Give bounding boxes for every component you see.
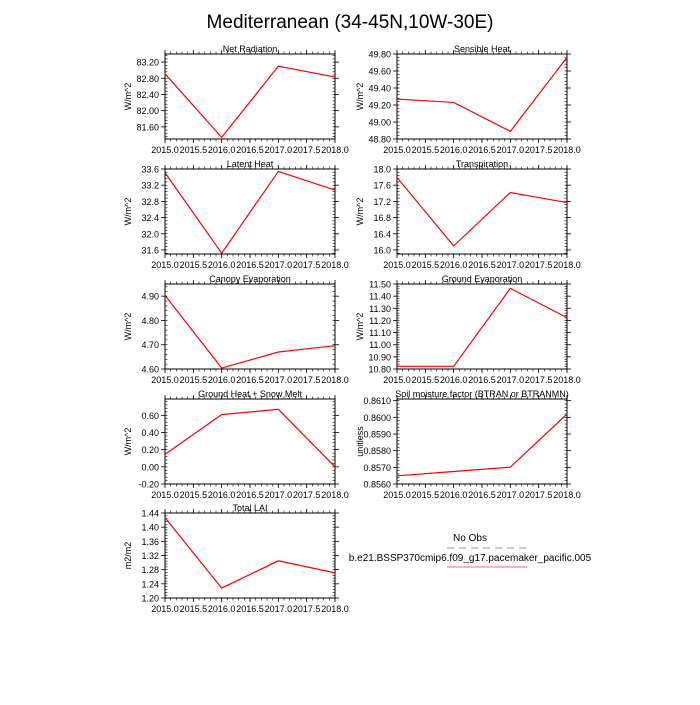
y-axis-label: W/m^2	[355, 83, 365, 111]
x-tick-label: 2015.0	[151, 145, 179, 155]
plot-frame	[165, 513, 335, 598]
panel-title: Net Radiation	[223, 44, 278, 54]
y-tick-label: 16.0	[373, 245, 391, 255]
y-tick-label: 10.90	[368, 352, 391, 362]
x-tick-label: 2016.0	[208, 490, 236, 500]
x-tick-label: 2016.5	[468, 260, 496, 270]
panel-ground-evaporation	[355, 274, 581, 385]
legend-label-model: b.e21.BSSP370cmip6.f09_g17.pacemaker_pacific.005	[349, 553, 592, 564]
y-tick-label: 0.40	[141, 428, 159, 438]
panel-title: Sensible Heat	[454, 44, 511, 54]
y-tick-label: 49.20	[368, 101, 391, 111]
plot-frame	[397, 54, 567, 139]
y-tick-label: 82.40	[136, 90, 159, 100]
y-tick-label: 11.40	[369, 292, 391, 302]
y-axis-label: W/m^2	[123, 428, 133, 456]
x-tick-label: 2015.0	[383, 490, 411, 500]
y-tick-label: 48.80	[368, 135, 391, 145]
y-tick-label: -0.20	[138, 480, 159, 490]
y-tick-label: 17.6	[373, 181, 391, 191]
y-axis-label: W/m^2	[123, 198, 133, 226]
series-line	[165, 295, 335, 368]
x-tick-label: 2017.0	[497, 375, 525, 385]
x-tick-label: 2015.0	[383, 375, 411, 385]
y-tick-label: 49.80	[368, 50, 391, 60]
panel-title: Canopy Evaporation	[209, 274, 291, 284]
x-tick-label: 2015.5	[412, 260, 440, 270]
y-tick-label: 0.8610	[363, 396, 391, 406]
x-tick-label: 2017.5	[525, 490, 553, 500]
x-tick-label: 2017.0	[497, 145, 525, 155]
plot-frame	[397, 169, 567, 254]
y-tick-label: 4.60	[141, 365, 159, 375]
series-line	[397, 178, 567, 246]
y-tick-label: 82.00	[136, 106, 159, 116]
x-tick-label: 2016.0	[440, 260, 468, 270]
y-tick-label: 11.10	[369, 328, 391, 338]
x-tick-label: 2018.0	[321, 375, 349, 385]
x-tick-label: 2016.0	[208, 604, 236, 614]
series-line	[397, 414, 567, 476]
x-tick-label: 2017.5	[525, 260, 553, 270]
y-tick-label: 32.4	[141, 213, 159, 223]
y-tick-label: 1.36	[141, 537, 159, 547]
y-tick-label: 16.8	[373, 213, 391, 223]
y-tick-label: 4.90	[141, 292, 159, 302]
y-axis-label: unitless	[355, 426, 365, 457]
x-tick-label: 2016.0	[208, 260, 236, 270]
y-tick-label: 1.20	[141, 594, 159, 604]
plot-frame	[397, 399, 567, 484]
x-tick-label: 2017.5	[525, 145, 553, 155]
y-tick-label: 1.28	[141, 565, 159, 575]
y-tick-label: 0.8580	[363, 446, 391, 456]
x-tick-label: 2016.0	[440, 375, 468, 385]
y-tick-label: 49.60	[368, 67, 391, 77]
y-tick-label: 10.80	[368, 365, 391, 375]
y-axis-label: W/m^2	[355, 313, 365, 341]
y-tick-label: 11.50	[369, 280, 391, 290]
x-tick-label: 2017.5	[293, 260, 321, 270]
x-tick-label: 2017.0	[265, 260, 293, 270]
x-tick-label: 2015.5	[180, 604, 208, 614]
y-tick-label: 32.0	[141, 229, 159, 239]
x-tick-label: 2015.0	[383, 145, 411, 155]
panel-title: Ground Evaporation	[442, 274, 523, 284]
y-tick-label: 0.00	[141, 462, 159, 472]
x-tick-label: 2018.0	[321, 490, 349, 500]
panel-title: Soil moisture factor (BTRAN or BTRANMN)	[395, 389, 569, 399]
y-tick-label: 0.8600	[363, 413, 391, 423]
y-tick-label: 32.8	[141, 197, 159, 207]
x-tick-label: 2015.0	[383, 260, 411, 270]
y-axis-label: W/m^2	[123, 83, 133, 111]
y-tick-label: 33.2	[141, 181, 159, 191]
panel-transpiration	[355, 159, 581, 270]
y-tick-label: 49.40	[368, 84, 391, 94]
series-line	[165, 66, 335, 137]
x-tick-label: 2018.0	[321, 604, 349, 614]
y-axis-label: W/m^2	[355, 198, 365, 226]
legend	[349, 533, 592, 567]
x-tick-label: 2015.0	[151, 604, 179, 614]
panel-total-lai	[123, 503, 349, 614]
panel-title: Total LAI	[232, 503, 267, 513]
panel-net-radiation	[123, 44, 349, 155]
y-tick-label: 18.0	[373, 165, 391, 175]
y-tick-label: 33.6	[141, 165, 159, 175]
y-tick-label: 11.00	[369, 340, 391, 350]
x-tick-label: 2015.0	[151, 375, 179, 385]
x-tick-label: 2016.5	[468, 375, 496, 385]
x-tick-label: 2016.5	[468, 145, 496, 155]
x-tick-label: 2015.0	[151, 490, 179, 500]
x-tick-label: 2016.5	[236, 604, 264, 614]
y-tick-label: 1.32	[141, 551, 159, 561]
main-title: Mediterranean (34-45N,10W-30E)	[207, 12, 494, 33]
y-tick-label: 1.40	[141, 523, 159, 533]
y-tick-label: 81.60	[136, 122, 159, 132]
x-tick-label: 2016.0	[208, 375, 236, 385]
x-tick-label: 2018.0	[321, 260, 349, 270]
panel-sensible-heat	[355, 44, 581, 155]
x-tick-label: 2016.5	[236, 260, 264, 270]
x-tick-label: 2017.0	[265, 145, 293, 155]
y-tick-label: 1.44	[141, 509, 159, 519]
x-tick-label: 2017.0	[497, 490, 525, 500]
y-tick-label: 11.20	[369, 316, 391, 326]
x-tick-label: 2017.5	[525, 375, 553, 385]
x-tick-label: 2017.5	[293, 145, 321, 155]
y-tick-label: 83.20	[136, 58, 159, 68]
x-tick-label: 2016.0	[208, 145, 236, 155]
y-tick-label: 17.2	[373, 197, 391, 207]
y-tick-label: 0.8590	[363, 430, 391, 440]
series-line	[165, 409, 335, 467]
y-tick-label: 4.70	[141, 340, 159, 350]
plot-frame	[165, 284, 335, 369]
x-tick-label: 2018.0	[553, 375, 581, 385]
x-tick-label: 2017.5	[293, 604, 321, 614]
x-tick-label: 2015.5	[180, 260, 208, 270]
x-tick-label: 2018.0	[321, 145, 349, 155]
series-line	[397, 288, 567, 366]
y-tick-label: 1.24	[141, 579, 159, 589]
panel-title: Latent Heat	[227, 159, 274, 169]
plot-frame	[165, 54, 335, 139]
y-tick-label: 82.80	[136, 74, 159, 84]
x-tick-label: 2015.5	[180, 145, 208, 155]
x-tick-label: 2017.5	[293, 490, 321, 500]
x-tick-label: 2015.5	[412, 145, 440, 155]
legend-label-obs: No Obs	[453, 533, 487, 544]
x-tick-label: 2017.0	[265, 490, 293, 500]
x-tick-label: 2018.0	[553, 260, 581, 270]
y-tick-label: 11.30	[369, 304, 391, 314]
panel-canopy-evaporation	[123, 274, 349, 385]
y-tick-label: 4.80	[141, 316, 159, 326]
y-axis-label: m2/m2	[123, 542, 133, 570]
y-axis-label: W/m^2	[123, 313, 133, 341]
y-tick-label: 49.00	[368, 118, 391, 128]
x-tick-label: 2016.0	[440, 490, 468, 500]
y-tick-label: 0.60	[141, 411, 159, 421]
x-tick-label: 2016.5	[236, 145, 264, 155]
x-tick-label: 2015.0	[151, 260, 179, 270]
x-tick-label: 2018.0	[553, 145, 581, 155]
x-tick-label: 2015.5	[180, 375, 208, 385]
panel-latent-heat	[123, 159, 349, 270]
y-tick-label: 0.8560	[363, 480, 391, 490]
x-tick-label: 2016.5	[236, 490, 264, 500]
x-tick-label: 2018.0	[553, 490, 581, 500]
panel-title: Ground Heat + Snow Melt	[198, 389, 302, 399]
panel-soil-moisture-factor-btran-or-btranmn-	[355, 389, 581, 500]
series-line	[165, 518, 335, 588]
x-tick-label: 2016.5	[468, 490, 496, 500]
x-tick-label: 2015.5	[412, 375, 440, 385]
x-tick-label: 2017.0	[265, 604, 293, 614]
y-tick-label: 31.6	[141, 245, 159, 255]
y-tick-label: 16.4	[373, 229, 391, 239]
x-tick-label: 2015.5	[412, 490, 440, 500]
x-tick-label: 2017.0	[497, 260, 525, 270]
y-tick-label: 0.20	[141, 445, 159, 455]
x-tick-label: 2016.5	[236, 375, 264, 385]
panel-title: Transpiration	[456, 159, 508, 169]
x-tick-label: 2015.5	[180, 490, 208, 500]
series-line	[397, 57, 567, 131]
panel-ground-heat-snow-melt	[123, 389, 349, 500]
x-tick-label: 2017.5	[293, 375, 321, 385]
series-line	[165, 171, 335, 253]
x-tick-label: 2017.0	[265, 375, 293, 385]
x-tick-label: 2016.0	[440, 145, 468, 155]
y-tick-label: 0.8570	[363, 463, 391, 473]
